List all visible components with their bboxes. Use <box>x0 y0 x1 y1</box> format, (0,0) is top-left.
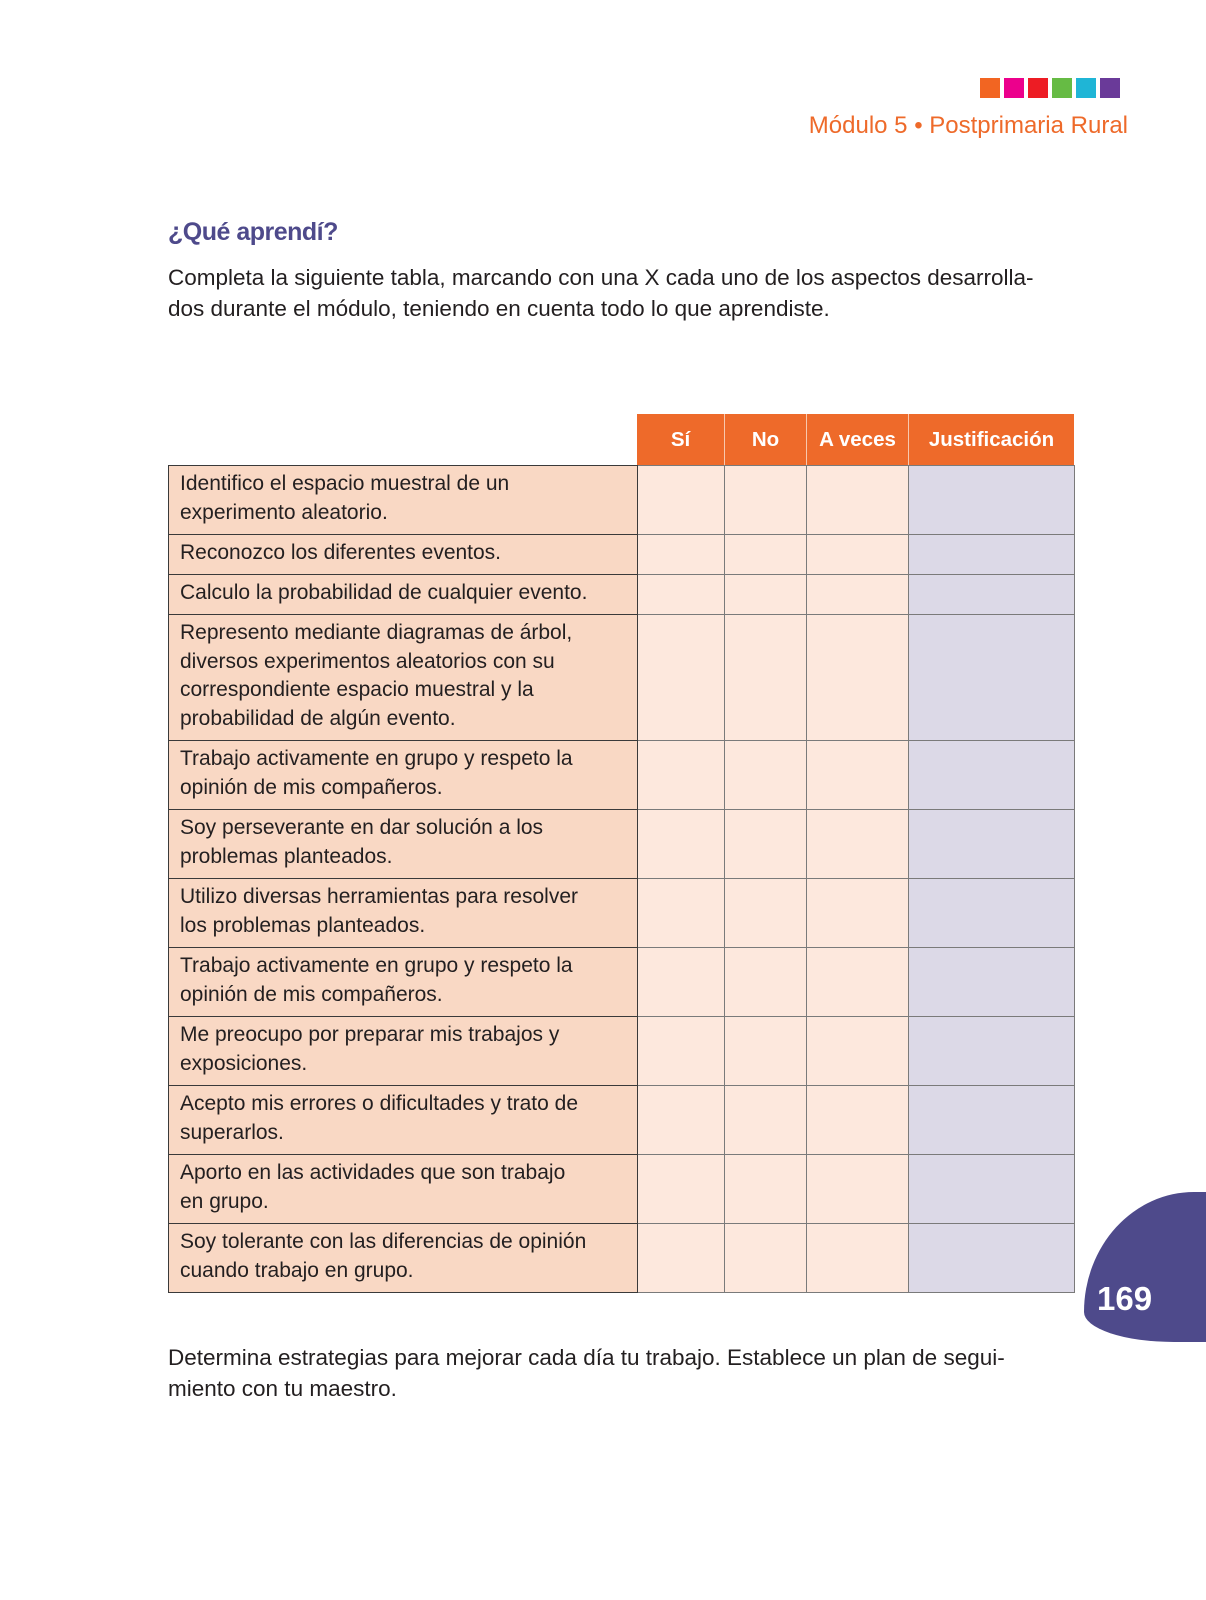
justification-cell[interactable] <box>909 948 1075 1017</box>
answer-cell-a-veces[interactable] <box>807 810 909 879</box>
justification-cell[interactable] <box>909 615 1075 741</box>
justification-cell[interactable] <box>909 535 1075 575</box>
column-header-si: Sí <box>637 414 724 465</box>
table-row <box>169 466 1075 535</box>
criterion-cell <box>169 1086 638 1155</box>
criterion-line: Identifico el espacio muestral de un <box>180 472 510 495</box>
answer-cell-a-veces[interactable] <box>807 948 909 1017</box>
criterion-line: problemas planteados. <box>180 844 393 868</box>
criterion-cell <box>169 948 638 1017</box>
answer-cell-no[interactable] <box>725 575 807 615</box>
criterion-line: en grupo. <box>180 1189 269 1213</box>
criterion-cell <box>169 615 638 741</box>
page-number: 169 <box>1097 1280 1153 1317</box>
answer-cell-a-veces[interactable] <box>807 466 909 535</box>
table-header <box>637 414 1074 465</box>
criterion-line: Trabajo activamente en grupo y respeto la <box>180 954 573 977</box>
criterion-cell <box>169 1017 638 1086</box>
criterion-line: Aporto en las actividades que son trabajo <box>180 1161 566 1184</box>
answer-cell-a-veces[interactable] <box>807 1224 909 1293</box>
criterion-line: Reconozco los diferentes eventos. <box>180 541 502 564</box>
table-row <box>169 879 1075 948</box>
answer-cell-a-veces[interactable] <box>807 575 909 615</box>
table-row <box>169 535 1075 575</box>
section-title: ¿Qué aprendí? <box>168 218 338 246</box>
self-assessment-table <box>168 465 1075 1293</box>
justification-cell[interactable] <box>909 879 1075 948</box>
color-bar <box>980 78 1000 98</box>
answer-cell-no[interactable] <box>725 948 807 1017</box>
criterion-line: superarlos. <box>180 1120 284 1144</box>
criterion-line: Represento mediante diagramas de árbol, <box>180 621 573 644</box>
closing-line: Determina estrategias para mejorar cada día tu trabajo. Establece un plan de segui- <box>168 1345 1005 1370</box>
criterion-line: Soy tolerante con las diferencias de opinión <box>180 1230 587 1253</box>
criterion-line: exposiciones. <box>180 1051 308 1075</box>
criterion-line: diversos experimentos aleatorios con su <box>180 649 555 673</box>
intro-line: Completa la siguiente tabla, marcando con una X cada uno de los aspectos desarrolla- <box>168 265 1034 290</box>
intro-text <box>168 262 1078 324</box>
criterion-cell <box>169 535 638 575</box>
answer-cell-si[interactable] <box>638 948 725 1017</box>
justification-cell[interactable] <box>909 575 1075 615</box>
color-bar <box>1004 78 1024 98</box>
answer-cell-a-veces[interactable] <box>807 615 909 741</box>
column-header-a-veces: A veces <box>806 414 908 465</box>
answer-cell-si[interactable] <box>638 615 725 741</box>
answer-cell-si[interactable] <box>638 1017 725 1086</box>
table-row <box>169 810 1075 879</box>
justification-cell[interactable] <box>909 810 1075 879</box>
intro-line: dos durante el módulo, teniendo en cuenta todo lo que aprendiste. <box>168 296 830 321</box>
table-row <box>169 948 1075 1017</box>
answer-cell-no[interactable] <box>725 1224 807 1293</box>
answer-cell-no[interactable] <box>725 810 807 879</box>
criterion-cell <box>169 1224 638 1293</box>
answer-cell-si[interactable] <box>638 575 725 615</box>
table-row <box>169 1155 1075 1224</box>
answer-cell-si[interactable] <box>638 466 725 535</box>
criterion-cell <box>169 879 638 948</box>
criterion-line: opinión de mis compañeros. <box>180 775 443 799</box>
answer-cell-no[interactable] <box>725 535 807 575</box>
column-header-no: No <box>724 414 806 465</box>
answer-cell-si[interactable] <box>638 879 725 948</box>
criterion-line: Acepto mis errores o dificultades y trato de <box>180 1092 579 1115</box>
table-row <box>169 575 1075 615</box>
justification-cell[interactable] <box>909 466 1075 535</box>
justification-cell[interactable] <box>909 1086 1075 1155</box>
justification-cell[interactable] <box>909 741 1075 810</box>
answer-cell-si[interactable] <box>638 1155 725 1224</box>
criterion-line: Utilizo diversas herramientas para resolver <box>180 885 578 908</box>
criterion-cell <box>169 810 638 879</box>
criterion-cell <box>169 741 638 810</box>
criterion-line: Me preocupo por preparar mis trabajos y <box>180 1023 560 1046</box>
color-bar <box>1100 78 1120 98</box>
answer-cell-si[interactable] <box>638 1086 725 1155</box>
answer-cell-no[interactable] <box>725 741 807 810</box>
answer-cell-a-veces[interactable] <box>807 1086 909 1155</box>
closing-line: miento con tu maestro. <box>168 1376 397 1401</box>
color-bar <box>1052 78 1072 98</box>
criterion-cell <box>169 575 638 615</box>
criterion-line: Soy perseverante en dar solución a los <box>180 816 544 839</box>
answer-cell-no[interactable] <box>725 466 807 535</box>
criterion-line: opinión de mis compañeros. <box>180 982 443 1006</box>
criterion-line: cuando trabajo en grupo. <box>180 1258 414 1282</box>
column-header-justificacion: Justificación <box>908 414 1074 465</box>
criterion-line: Calculo la probabilidad de cualquier evento. <box>180 581 588 604</box>
criterion-line: probabilidad de algún evento. <box>180 706 456 730</box>
page-number-tab <box>1084 1192 1206 1342</box>
table-row <box>169 615 1075 741</box>
justification-cell[interactable] <box>909 1155 1075 1224</box>
justification-cell[interactable] <box>909 1017 1075 1086</box>
answer-cell-a-veces[interactable] <box>807 535 909 575</box>
answer-cell-a-veces[interactable] <box>807 1017 909 1086</box>
answer-cell-no[interactable] <box>725 879 807 948</box>
criterion-cell <box>169 1155 638 1224</box>
answer-cell-si[interactable] <box>638 1224 725 1293</box>
answer-cell-no[interactable] <box>725 615 807 741</box>
answer-cell-a-veces[interactable] <box>807 879 909 948</box>
answer-cell-no[interactable] <box>725 1155 807 1224</box>
closing-text <box>168 1342 1078 1404</box>
criterion-line: los problemas planteados. <box>180 913 426 937</box>
answer-cell-si[interactable] <box>638 535 725 575</box>
criterion-line: Trabajo activamente en grupo y respeto la <box>180 747 573 770</box>
module-label: Módulo 5 • Postprimaria Rural <box>808 112 1128 139</box>
answer-cell-si[interactable] <box>638 741 725 810</box>
table-row <box>169 1086 1075 1155</box>
table-row <box>169 1224 1075 1293</box>
criterion-cell <box>169 466 638 535</box>
color-bar <box>1028 78 1048 98</box>
table-row <box>169 1017 1075 1086</box>
answer-cell-no[interactable] <box>725 1017 807 1086</box>
answer-cell-a-veces[interactable] <box>807 1155 909 1224</box>
criterion-line: experimento aleatorio. <box>180 500 388 524</box>
criterion-line: correspondiente espacio muestral y la <box>180 678 534 701</box>
answer-cell-si[interactable] <box>638 810 725 879</box>
table-row <box>169 741 1075 810</box>
color-bars <box>980 78 1120 98</box>
answer-cell-a-veces[interactable] <box>807 741 909 810</box>
answer-cell-no[interactable] <box>725 1086 807 1155</box>
color-bar <box>1076 78 1096 98</box>
justification-cell[interactable] <box>909 1224 1075 1293</box>
